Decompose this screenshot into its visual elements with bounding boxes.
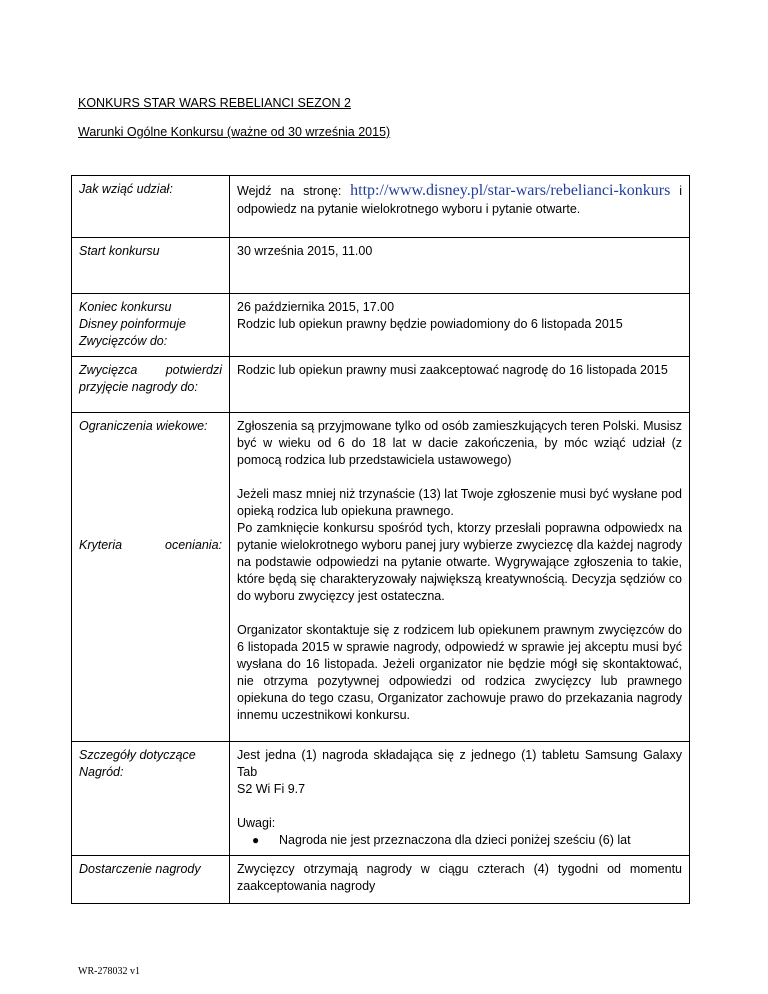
label-confirm — [72, 357, 230, 413]
table-row-start — [72, 238, 690, 294]
label-prize-line-1: Szczegóły dotyczące — [79, 748, 196, 762]
table-row-how-to-enter — [72, 176, 690, 238]
table-row-delivery — [72, 856, 690, 904]
prize-line-2: S2 Wi Fi 9.7 — [237, 782, 306, 796]
prize-line-1: Jest jedna (1) nagroda składająca się z jednego (1) tabletu Samsung Galaxy Tab — [237, 748, 682, 779]
value-start: 30 września 2015, 11.00 — [230, 238, 690, 294]
value-end-line-1: 26 października 2015, 17.00 — [237, 300, 395, 314]
list-item — [252, 832, 682, 849]
age-paragraph-1: Zgłoszenia są przyjmowane tylko od osób zamieszkujących teren Polski. Musisz być w wieku od 6 do 18 lat w dacie zakończenia, by móc wziąć udział (z pomocą rodzica lub przedstawiciela ustawowego) — [237, 419, 682, 467]
label-start: Start konkursu — [72, 238, 230, 294]
document-title: KONKURS STAR WARS REBELIANCI SEZON 2 — [78, 96, 351, 110]
terms-table — [71, 175, 690, 904]
how-text-after: i — [679, 184, 682, 198]
value-delivery: Zwycięzcy otrzymają nagrody w ciągu czterach (4) tygodni od momentu zaakceptowania nagrody — [230, 856, 690, 904]
how-line-2: odpowiedz na pytanie wielokrotnego wyboru i pytanie otwarte. — [237, 202, 581, 216]
prize-notes-list — [237, 832, 682, 849]
table-row-confirm — [72, 357, 690, 413]
value-end — [230, 294, 690, 357]
value-how-to-enter — [230, 176, 690, 238]
age-paragraph-2: Jeżeli masz mniej niż trzynaście (13) lat Twoje zgłoszenie musi być wysłane pod opieką rodzica lub opiekuna prawnego. — [237, 487, 682, 518]
bullet-icon: ● — [252, 833, 260, 847]
criteria-paragraph-2: Organizator skontaktuje się z rodzicem lub opiekunem prawnym zwycięzców do 6 listopada 2015 w sprawie nagrody, odpowiedź w sprawie jej akceptu musi być wysłana do 16 listopada. Jeżeli organizator nie będzie mógł się skontaktować, nie otrzyma pozytywnej odpowiedzi od rodzica zwycięzcy lub prawnego opiekuna do tego czasu, Organizator zachowuje prawo do przekazania nagrody innemu uczestnikowi konkursu. — [237, 623, 682, 722]
label-confirm-line-1: Zwycięzca potwierdzi — [79, 363, 222, 377]
how-text-before: Wejdź na stronę: — [237, 184, 342, 198]
table-row-end — [72, 294, 690, 357]
value-prize — [230, 742, 690, 856]
document-footer-id: WR-278032 v1 — [78, 966, 140, 977]
label-confirm-line-2: przyjęcie nagrody do: — [79, 380, 198, 394]
label-how-to-enter: Jak wziąć udział: — [72, 176, 230, 238]
label-age-criteria — [72, 413, 230, 742]
label-prize — [72, 742, 230, 856]
prize-notes-title: Uwagi: — [237, 816, 276, 830]
table-row-prize — [72, 742, 690, 856]
value-age-criteria — [230, 413, 690, 742]
label-end-line-2: Disney poinformuje — [79, 317, 186, 331]
label-age: Ograniczenia wiekowe: — [79, 419, 208, 433]
label-end-line-3: Zwycięzców do: — [79, 334, 168, 348]
label-prize-line-2: Nagród: — [79, 765, 124, 779]
contest-url-link[interactable]: http://www.disney.pl/star-wars/rebelianci-konkurs — [350, 182, 671, 199]
label-end — [72, 294, 230, 357]
label-criteria: Kryteria oceniania: — [79, 538, 222, 552]
value-end-line-2: Rodzic lub opiekun prawny będzie powiadomiony do 6 listopada 2015 — [237, 317, 623, 331]
label-delivery: Dostarczenie nagrody — [72, 856, 230, 904]
prize-note-1: Nagroda nie jest przeznaczona dla dzieci poniżej sześciu (6) lat — [279, 833, 631, 847]
value-confirm: Rodzic lub opiekun prawny musi zaakceptować nagrodę do 16 listopada 2015 — [230, 357, 690, 413]
label-end-line-1: Koniec konkursu — [79, 300, 172, 314]
criteria-paragraph-1: Po zamknięcie konkursu spośród tych, ktorzy przesłali poprawna odpowiedx na pytanie wielokrotnego wyboru panej jury wybierze zwyciezcę dla każdej nagrody na podstawie odpowiedzi na pytanie otwarte. Wygrywające zgłoszenia to takie, które będą się charakteryzowały największą kreatywnością. Decyzja sędziów co do wyboru zwycięzcy jest ostateczna. — [237, 521, 682, 603]
document-subtitle: Warunki Ogólne Konkursu (ważne od 30 września 2015) — [78, 125, 391, 139]
table-row-age-criteria — [72, 413, 690, 742]
